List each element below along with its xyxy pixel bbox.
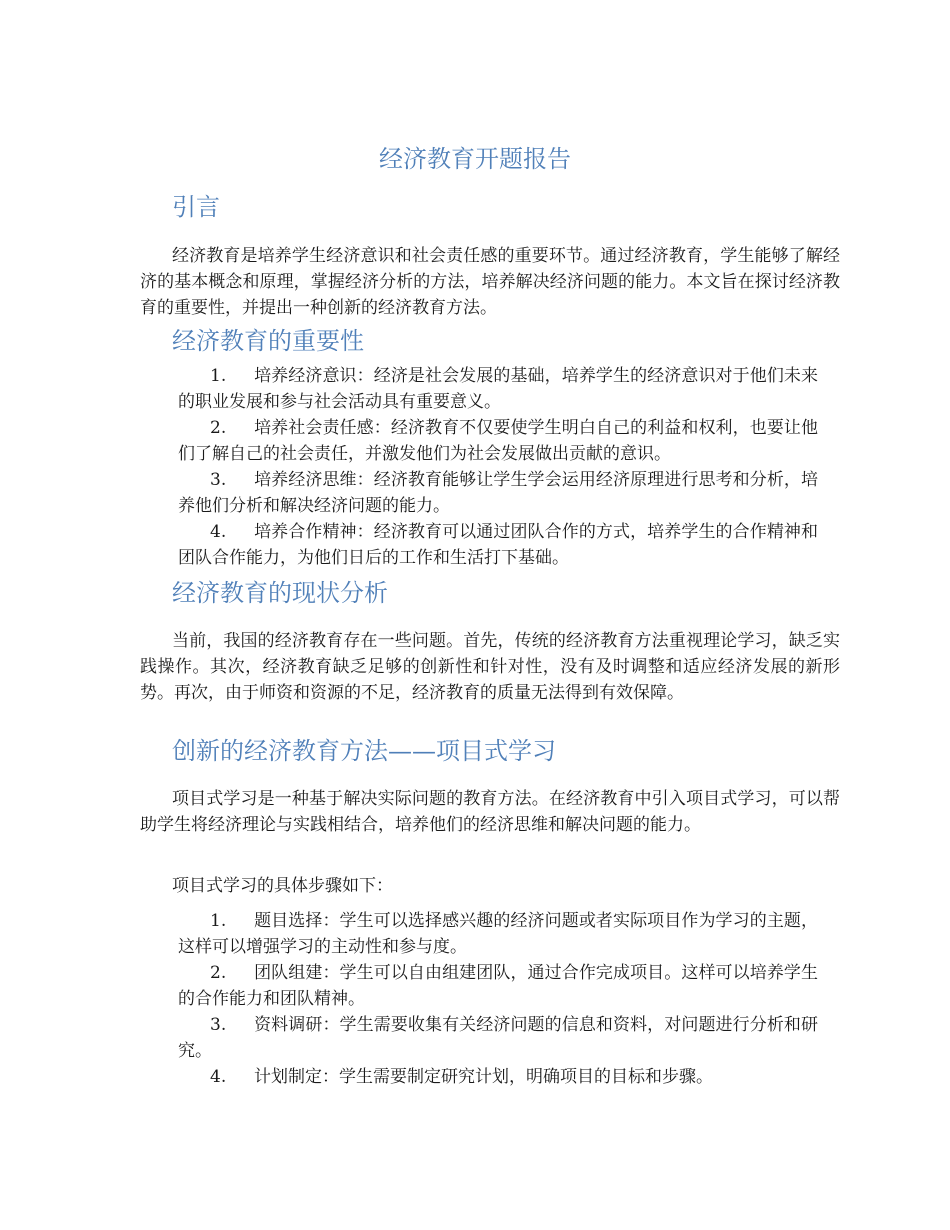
document-title: 经济教育开题报告 [379,145,571,173]
list-item-text: 资料调研：学生需要收集有关经济问题的信息和资料，对问题进行分析和研究。 [178,1015,818,1061]
list-item-number: 1. [210,911,227,931]
list-item-text: 团队组建：学生可以自由组建团队，通过合作完成项目。这样可以培养学生的合作能力和团队精神。 [178,963,818,1009]
list-item-number: 3. [210,470,227,490]
importance-list [178,363,818,571]
list-item-number: 2. [210,963,227,983]
list-item-number: 4. [210,522,227,542]
list-item [178,363,818,415]
project-steps-list [178,908,818,1090]
list-item [178,1012,818,1064]
introduction-paragraph: 经济教育是培养学生经济意识和社会责任感的重要环节。通过经济教育，学生能够了解经济的基本概念和原理，掌握经济分析的方法，培养解决经济问题的能力。本文旨在探讨经济教育的重要性，并提出一种创新的经济教育方法。 [140,246,840,318]
list-item [178,519,818,571]
list-item-number: 1. [210,366,227,386]
list-item-text: 计划制定：学生需要制定研究计划，明确项目的目标和步骤。 [254,1067,713,1087]
section-heading-importance: 经济教育的重要性 [172,327,364,355]
list-item-text: 题目选择：学生可以选择感兴趣的经济问题或者实际项目作为学习的主题，这样可以增强学习的主动性和参与度。 [178,911,818,957]
list-item-number: 2. [210,418,227,438]
list-item [178,908,818,960]
list-item [178,415,818,467]
list-item [178,960,818,1012]
list-item-number: 3. [210,1015,227,1035]
list-item [178,467,818,519]
list-item-text: 培养经济思维：经济教育能够让学生学会运用经济原理进行思考和分析，培养他们分析和解决经济问题的能力。 [178,470,818,516]
list-item-text: 培养合作精神：经济教育可以通过团队合作的方式，培养学生的合作精神和团队合作能力，为他们日后的工作和生活打下基础。 [178,522,818,568]
section-heading-status-analysis: 经济教育的现状分析 [172,579,388,607]
section-heading-introduction: 引言 [172,193,220,221]
list-item [178,1064,818,1090]
list-item-text: 培养社会责任感：经济教育不仅要使学生明白自己的利益和权利，也要让他们了解自己的社会责任，并激发他们为社会发展做出贡献的意识。 [178,418,818,464]
section-heading-project-learning: 创新的经济教育方法——项目式学习 [172,737,556,765]
list-item-number: 4. [210,1067,227,1087]
project-learning-paragraph: 项目式学习是一种基于解决实际问题的教育方法。在经济教育中引入项目式学习，可以帮助学生将经济理论与实践相结合，培养他们的经济思维和解决问题的能力。 [140,789,840,835]
project-learning-steps-intro: 项目式学习的具体步骤如下： [172,876,393,896]
list-item-text: 培养经济意识：经济是社会发展的基础，培养学生的经济意识对于他们未来的职业发展和参与社会活动具有重要意义。 [178,366,818,412]
status-analysis-paragraph: 当前，我国的经济教育存在一些问题。首先，传统的经济教育方法重视理论学习，缺乏实践操作。其次，经济教育缺乏足够的创新性和针对性，没有及时调整和适应经济发展的新形势。再次，由于师资和资源的不足，经济教育的质量无法得到有效保障。 [140,631,840,703]
